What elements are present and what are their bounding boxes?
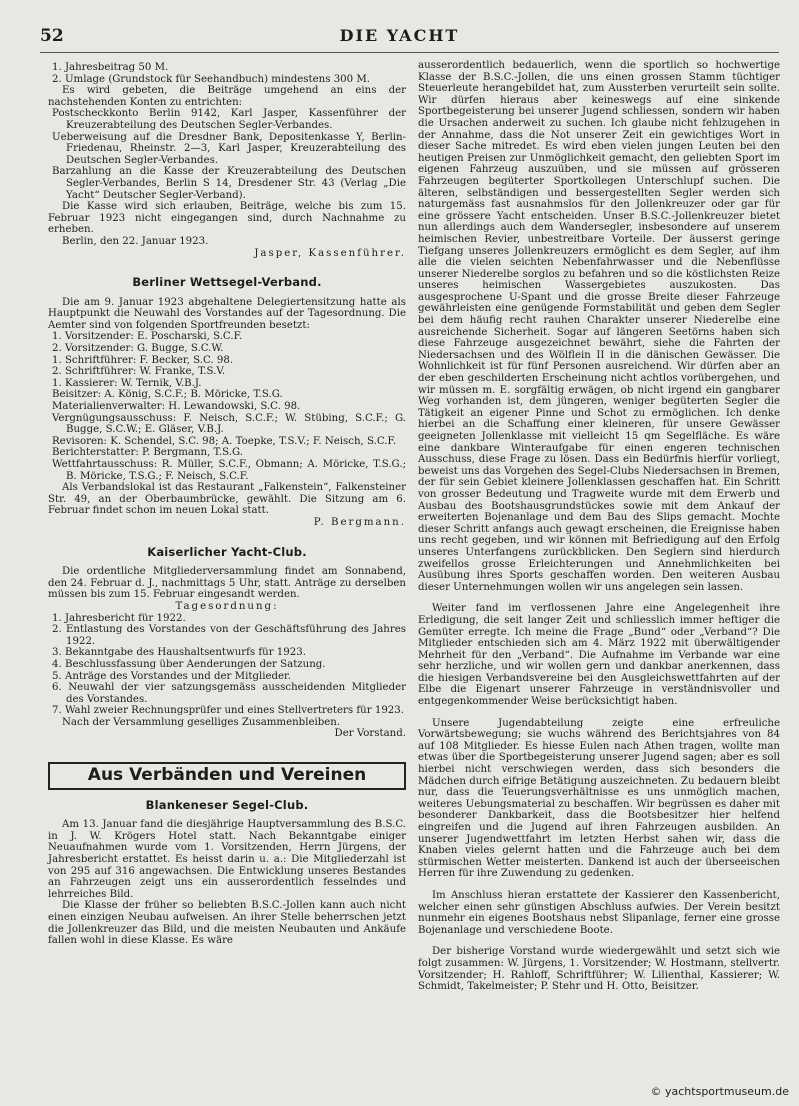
page-number: 52 xyxy=(40,26,64,46)
paragraph: Unsere Jugendabteilung zeigte eine erfreuliche Vorwärtsbewegung; sie wuchs während des Berichtsjahres von 84 auf 108 Mitglieder. Es hiesse Eulen nach Athen tragen, wollte man etwas über die Sportbegeisterung unserer Jugend sagen; aber es soll hierbei nicht verschwiegen werden, dass sich besonders die Mädchen durch eifrige Betätigung auszeichneten. Zu bedauern bleibt nur, dass die Teuerungsverhältnisse es uns unmöglich machen, weiteres Uebungsmaterial zu beschaffen. Wir begrüssen es daher mit besonderer Dankbarkeit, dass die Bootsbesitzer hier helfend eingreifen und die Jugend auf ihren Fahrzeugen ausbilden. An unserer Jugendwettfahrt im letzten Herbst sahen wir, dass die Knaben vieles gelernt hatten und die Fahrzeuge auch bei dem stürmischen Wetter meisterten. Dankend ist auch der überseeischen Herren für ihre Zuwendung zu gedenken. xyxy=(418,717,780,880)
paragraph: ausserordentlich bedauerlich, wenn die sportlich so hochwertige Klasse der B.S.C.-Jollen, die uns einen grossen Stamm tüchtiger Steuerleute herangebildet hat, zum Aussterben verurteilt sein sollte. Wir dürfen hieraus aber keineswegs auf eine sinkende Sportbegeisterung bei unserer Jugend schliessen, sondern wir haben die Ursachen anderweit zu suchen. Ich glaube nicht fehlzugehen in der Annahme, dass die Not unserer Zeit ein gewichtiges Wort in dieser Sache mitredet. Es wird eben vielen jungen Leuten bei den heutigen Preisen zur Unmöglichkeit gemacht, den geliebten Sport im eigenen Fahrzeug auszuüben, und sie müssen auf grösseren Fahrzeugen begüterter Sportkollegen Unterschlupf suchen. Die älteren, selbständigen und bessergestellten Segler werden sich naturgemäss fast ausnahmslos für den Jollenkreuzer oder gar für eine grössere Yacht entscheiden. Unser B.S.C.-Jollenkreuzer bietet nun allerdings auch dem Wandersegler, insbesondere auf unserem heimischen Revier, unbestreitbare Vorteile. Der äusserst geringe Tiefgang unseres Jollenkreuzers ermöglicht es dem Segler, auf ihm alle die vielen seichten Nebenfahrwasser und die Nebenflüsse unserer Niederelbe sorglos zu befahren und so die köstlichsten Reize unseres heimischen Wassergebietes auszukosten. Das ausgesprochene U-Spant und die grosse Breite dieser Fahrzeuge gewährleisten eine genügende Formstabilität und geben dem Segler bei dem häufig recht rauhen Charakter unserer Niederelbe eine ausreichende Sicherheit. Sogar auf längeren Seetörns haben sich diese Fahrzeuge ausgezeichnet bewährt, siehe die Fahrten der Niedersachsen und des Wölflein II in die dänischen Gewässer. Die Wohnlichkeit ist für fünf Personen ausreichend. Wir dürfen aber an der eben geschilderten Erscheinung nicht achtlos vorübergehen, und wir müssen m. E. sorgfältig erwägen, ob nicht irgend ein gangbarer Weg vorhanden ist, dem jüngeren, weniger begüterten Segler die Tätigkeit an eigener Pinne und Schot zu ermöglichen. Ich denke hierbei an die Schaffung einer kleineren, für unsere Gewässer geeigneten Jollenklasse mit vielleicht 15 qm Segelfläche. Es wäre eine dankbare Winteraufgabe für einen engeren technischen Ausschuss, diese Frage zu lösen. Dass ein Bedürfnis hierfür vorliegt, beweist uns das Vorgehen des Segel-Clubs Niedersachsen in Bremen, der für sein Gebiet kleinere Jollenklassen geschaffen hat. Ein Schritt von grosser Bedeutung und Tragweite wurde mit dem Erwerb und Ausbau des Bootshausgrundstückes sowie mit dem Ankauf der erweiterten Bojenanlage und dem Bau des Slips gemacht. Mochte dieser Schritt anfangs auch gewagt erscheinen, die Ereignisse haben uns recht gegeben, und wir können mit Befriedigung auf den Erfolg unseres Unterfangens zurückblicken. Den Seglern sind hierdurch zweifellos grosse Erleichterungen und Annehmlichkeiten bei Ausübung ihres Sports geschaffen worden. Den weiteren Ausbau dieser Unternehmungen wollen wir uns angelegen sein lassen. xyxy=(418,60,780,593)
list-item: Beisitzer: A. König, S.C.F.; B. Möricke, T.S.G. xyxy=(52,389,283,401)
list-item: 1. Jahresbeitrag 50 M. xyxy=(52,62,169,73)
paragraph: Nach der Versammlung geselliges Zusammenbleiben. xyxy=(62,716,341,728)
list-item: 1. Jahresbericht für 1922. xyxy=(52,612,186,624)
list-item: 2. Schriftführer: W. Franke, T.S.V. xyxy=(52,366,226,378)
list-item: Barzahlung an die Kasse der Kreuzerabteilung des Deutschen Segler-Verbandes, Berlin S 14, Dresdener Str. 43 (Verlag „Die Yacht“ Deutscher Segler-Verband). xyxy=(52,166,406,201)
list-item: 1. Vorsitzender: E. Poscharski, S.C.F. xyxy=(52,331,243,343)
paragraph: Die ordentliche Mitgliederversammlung findet am Sonnabend, den 24. Februar d. J., nachmittags 5 Uhr, statt. Anträge zu derselben müssen bis zum 15. Februar eingesandt werden. xyxy=(48,566,406,601)
list-item: Postscheckkonto Berlin 9142, Karl Jasper, Kassenführer der Kreuzerabteilung des Deutschen Segler-Verbandes. xyxy=(52,108,406,131)
boxed-section-title: Aus Verbänden und Vereinen xyxy=(48,762,406,790)
list-item: Berichterstatter: P. Bergmann, T.S.G. xyxy=(52,447,243,459)
list-item: 6. Neuwahl der vier satzungsgemäss ausscheidenden Mitglieder des Vorstandes. xyxy=(52,682,406,705)
list-item: 4. Beschlussfassung über Aenderungen der Satzung. xyxy=(52,658,326,670)
list-item: Ueberweisung auf die Dresdner Bank, Depositenkasse Y, Berlin-Friedenau, Rheinstr. 2—3, Karl Jasper, Kreuzerabteilung des Deutschen Segler-Verbandes. xyxy=(52,131,406,166)
signature: Jasper, Kassenführer. xyxy=(254,247,406,259)
paragraph: Die am 9. Januar 1923 abgehaltene Delegiertensitzung hatte als Hauptpunkt die Neuwahl des Vorstandes auf der Tagesordnung. Die Aemter sind von folgenden Sportfreunden besetzt: xyxy=(48,296,406,331)
list-item: Wettfahrtausschuss: R. Müller, S.C.F., Obmann; A. Möricke, T.S.G.; B. Möricke, T.S.G.; F. Neisch, S.C.F. xyxy=(52,459,406,482)
signature: Der Vorstand. xyxy=(334,728,406,740)
paragraph: Im Anschluss hieran erstattete der Kassierer den Kassenbericht, welcher einen sehr günstigen Abschluss aufwies. Der Verein besitzt nunmehr ein eigenes Bootshaus nebst Slipanlage, ferner eine grosse Bojenanlage und verschiedene Boote. xyxy=(418,889,780,936)
paragraph: Am 13. Januar fand die diesjährige Hauptversammlung des B.S.C. in J. W. Krögers Hotel statt. Nach Bekanntgabe einiger Neuaufnahmen wurde vom 1. Vorsitzenden, Herrn Jürgens, der Jahresbericht erstattet. Es heisst darin u. a.: Die Mitgliederzahl ist von 295 auf 316 angewachsen. Die Entwicklung unseres Bestandes an Fahrzeugen zeigt uns ein ausserordentlich fesselndes und lehrreiches Bild. xyxy=(48,819,406,900)
agenda-heading: Tagesordnung: xyxy=(175,600,279,612)
list-item: 5. Anträge des Vorstandes und der Mitglieder. xyxy=(52,670,292,682)
list-item: 1. Kassierer: W. Ternik, V.B.J. xyxy=(52,377,202,389)
paragraph: Die Kasse wird sich erlauben, Beiträge, welche bis zum 15. Februar 1923 nicht eingegangen sind, durch Nachnahme zu erheben. xyxy=(48,201,406,236)
magazine-title: DIE YACHT xyxy=(339,26,460,45)
dateline: Berlin, den 22. Januar 1923. xyxy=(62,235,209,247)
paragraph: Es wird gebeten, die Beiträge umgehend an eins der nachstehenden Konten zu entrichten: xyxy=(48,85,406,108)
list-item: 2. Vorsitzender: G. Bugge, S.C.W. xyxy=(52,343,224,355)
list-item: Materialienverwalter: H. Lewandowski, S.C. 98. xyxy=(52,401,301,413)
dues-list xyxy=(48,62,406,85)
agenda-list xyxy=(48,613,406,717)
section-heading: Kaiserlicher Yacht-Club. xyxy=(147,544,307,559)
board-list xyxy=(48,331,406,482)
list-item: 2. Umlage (Grundstock für Seehandbuch) mindestens 300 M. xyxy=(52,73,371,85)
signature: P. Bergmann. xyxy=(313,516,406,528)
list-item: 7. Wahl zweier Rechnungsprüfer und eines Stellvertreters für 1923. xyxy=(52,705,404,717)
right-column xyxy=(418,60,780,993)
section-heading: Berliner Wettsegel-Verband. xyxy=(132,275,322,290)
paragraph: Weiter fand im verflossenen Jahre eine Angelegenheit ihre Erledigung, die seit langer Zeit und schliesslich immer heftiger die Gemüter erregte. Ich meine die Frage „Bund“ oder „Verband“? Die Mitglieder entschieden sich am 4. März 1922 mit überwältigender Mehrheit für den „Verband“. Die Aufnahme im Verbande war eine sehr herzliche, und wir wollen gern und dankbar anerkennen, dass die hiesigen Verbandsvereine bei den Ausgleichswettfahrten auf der Elbe die Eigenart unserer Fahrzeuge in verständnisvoller und entgegenkommender Weise berücksichtigt haben. xyxy=(418,603,780,708)
list-item: 3. Bekanntgabe des Haushaltsentwurfs für 1923. xyxy=(52,647,306,659)
list-item: 2. Entlastung des Vorstandes von der Geschäftsführung des Jahres 1922. xyxy=(52,624,406,647)
list-item: Vergnügungsausschuss: F. Neisch, S.C.F.; W. Stübing, S.C.F.; G. Bugge, S.C.W.; E. Gläser, V.B.J. xyxy=(52,412,406,436)
watermark: © yachtsportmuseum.de xyxy=(650,1085,789,1098)
header-rule xyxy=(40,52,779,53)
accounts-list xyxy=(48,108,406,201)
list-item: 1. Schriftführer: F. Becker, S.C. 98. xyxy=(52,354,234,366)
paragraph: Der bisherige Vorstand wurde wiedergewählt und setzt sich wie folgt zusammen: W. Jürgens, 1. Vorsitzender; W. Hostmann, stellvertr. Vorsitzender; H. Rahloff, Schriftführer; W. Lilienthal, Kassierer; W. Schmidt, Takelmeister; P. Stehr und H. Otto, Beisitzer. xyxy=(418,946,780,993)
paragraph: Die Klasse der früher so beliebten B.S.C.-Jollen kann auch nicht einen einzigen Neubau aufweisen. An ihrer Stelle beherrschen jetzt die Jollenkreuzer das Bild, und die meisten Neubauten und Ankäufe fallen wohl in diese Klasse. Es wäre xyxy=(48,900,406,947)
left-column xyxy=(48,62,406,947)
section-heading: Blankeneser Segel-Club. xyxy=(145,797,309,812)
list-item: Revisoren: K. Schendel, S.C. 98; A. Toepke, T.S.V.; F. Neisch, S.C.F. xyxy=(52,435,397,447)
paragraph: Als Verbandslokal ist das Restaurant „Falkenstein“, Falkensteiner Str. 49, an der Oberbaumbrücke, gewählt. Die Sitzung am 6. Februar findet schon im neuen Lokal statt. xyxy=(48,482,406,517)
